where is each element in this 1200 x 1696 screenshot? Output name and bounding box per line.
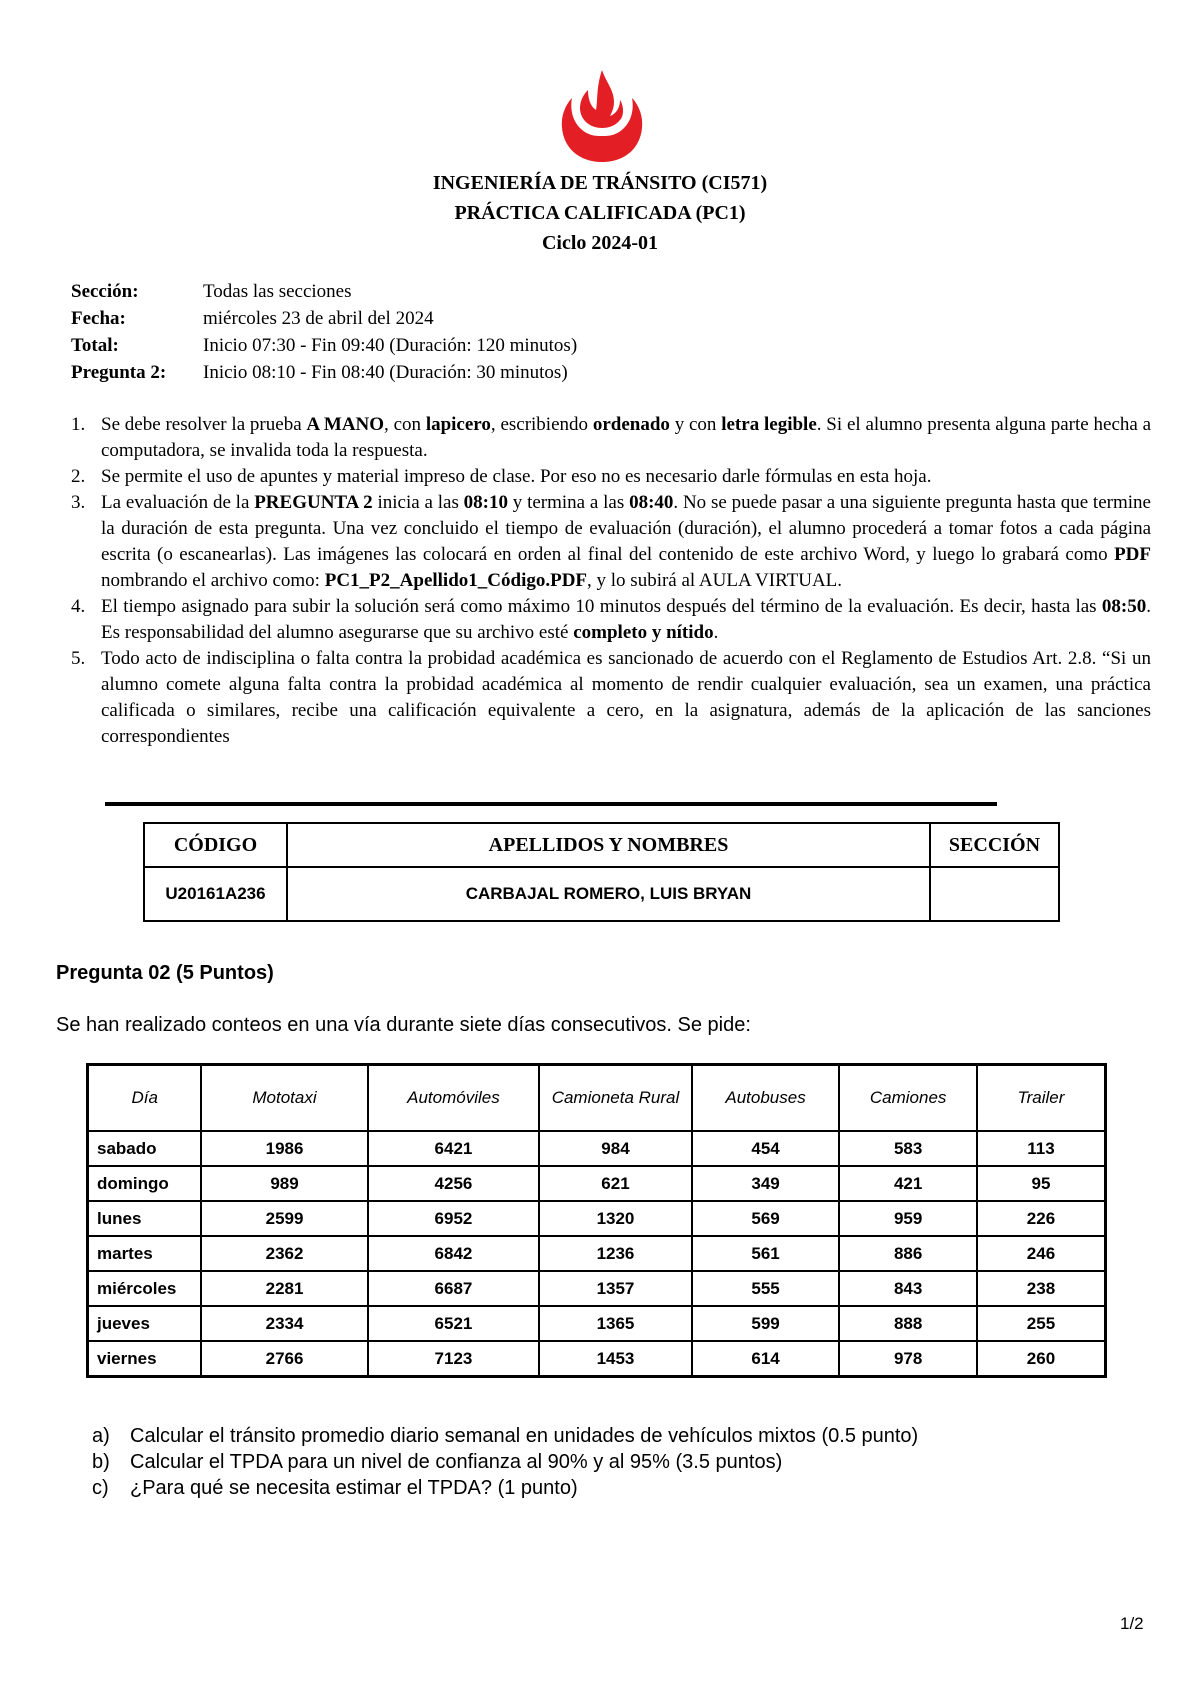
count-cell: 555 <box>692 1271 840 1306</box>
rule-text-run: inicia a las <box>372 492 464 513</box>
count-cell: 978 <box>839 1341 977 1377</box>
task-label: a) <box>92 1425 110 1447</box>
table-row <box>88 1131 1106 1166</box>
exam-rules-list <box>71 412 1151 750</box>
count-cell: 260 <box>977 1341 1106 1377</box>
rule-text <box>101 490 1151 594</box>
rule-text-run: . Es responsabilidad del alumno asegurarse que su archivo esté <box>101 596 1151 643</box>
count-cell: 226 <box>977 1201 1106 1236</box>
meta-value: Inicio 07:30 - Fin 09:40 (Duración: 120 minutos) <box>203 335 578 356</box>
count-cell: 6521 <box>368 1306 540 1341</box>
count-cell: 886 <box>839 1236 977 1271</box>
count-cell: 1365 <box>539 1306 692 1341</box>
count-cell: 95 <box>977 1166 1106 1201</box>
count-cell: 614 <box>692 1341 840 1377</box>
rule-text-run: nombrando el archivo como: <box>101 570 325 591</box>
count-cell: 599 <box>692 1306 840 1341</box>
rule-number: 1. <box>71 414 86 435</box>
count-cell: 349 <box>692 1166 840 1201</box>
rule-text <box>101 646 1151 750</box>
meta-key: Total: <box>71 335 119 356</box>
count-cell: 454 <box>692 1131 840 1166</box>
day-cell: lunes <box>88 1201 202 1236</box>
divider <box>105 802 997 806</box>
count-cell: 583 <box>839 1131 977 1166</box>
student-code-header: CÓDIGO <box>144 823 287 867</box>
count-cell: 984 <box>539 1131 692 1166</box>
task-item <box>92 1475 918 1501</box>
task-item <box>92 1423 918 1449</box>
column-header: Trailer <box>977 1065 1106 1132</box>
count-cell: 2334 <box>201 1306 367 1341</box>
count-cell: 6687 <box>368 1271 540 1306</box>
rule-text <box>101 412 1151 464</box>
rule-text-run: , y lo subirá al AULA VIRTUAL. <box>587 570 843 591</box>
rule-text <box>101 594 1151 646</box>
count-cell: 1357 <box>539 1271 692 1306</box>
meta-value: Inicio 08:10 - Fin 08:40 (Duración: 30 minutos) <box>203 362 568 383</box>
count-cell: 1320 <box>539 1201 692 1236</box>
count-cell: 2599 <box>201 1201 367 1236</box>
question-title: Pregunta 02 (5 Puntos) <box>56 962 274 984</box>
exam-meta <box>71 278 577 386</box>
rule-text-run: letra legible <box>721 414 817 435</box>
count-cell: 959 <box>839 1201 977 1236</box>
rule-text-run: y termina a las <box>507 492 630 513</box>
day-cell: sabado <box>88 1131 202 1166</box>
meta-key: Sección: <box>71 281 139 302</box>
meta-row <box>71 332 577 359</box>
count-cell: 2766 <box>201 1341 367 1377</box>
column-header: Camioneta Rural <box>539 1065 692 1132</box>
table-row <box>88 1271 1106 1306</box>
task-list <box>92 1423 918 1501</box>
rule-text-run: , escribiendo <box>490 414 593 435</box>
rule-text <box>101 464 1151 490</box>
rule-text-run: completo y nítido <box>573 622 714 643</box>
table-row <box>88 1236 1106 1271</box>
rule-text-run: PDF <box>1114 544 1151 565</box>
count-cell: 989 <box>201 1166 367 1201</box>
task-text: Calcular el tránsito promedio diario semanal en unidades de vehículos mixtos (0.5 punto) <box>130 1425 919 1447</box>
count-cell: 2281 <box>201 1271 367 1306</box>
rule-item <box>71 646 1151 750</box>
rule-text-run: . <box>713 622 719 643</box>
count-cell: 238 <box>977 1271 1106 1306</box>
flame-logo-icon <box>558 70 646 162</box>
rule-text-run: . No se puede pasar a una siguiente pregunta hasta que termine la duración de esta pregunta. Una vez concluido el tiempo de evaluación (duración), el alumno procederá a tomar fotos a cada página escrita (o escanearlas). Las imágenes las colocará en orden al final del contenido de este archivo Word, y luego lo grabará como <box>101 492 1151 565</box>
rule-number: 5. <box>71 648 86 669</box>
rule-item <box>71 490 1151 594</box>
page-number: 1/2 <box>1120 1614 1144 1633</box>
exam-title: PRÁCTICA CALIFICADA (PC1) <box>454 202 746 224</box>
rule-text-run: Se permite el uso de apuntes y material impreso de clase. Por eso no es necesario darle fórmulas en esta hoja. <box>101 466 932 487</box>
rule-text-run: 08:10 <box>463 492 508 513</box>
rule-text-run: El tiempo asignado para subir la solución será como máximo 10 minutos después del término de la evaluación. Es decir, hasta las <box>101 596 1102 617</box>
count-cell: 246 <box>977 1236 1106 1271</box>
count-cell: 1453 <box>539 1341 692 1377</box>
task-item <box>92 1449 918 1475</box>
day-cell: miércoles <box>88 1271 202 1306</box>
meta-value: miércoles 23 de abril del 2024 <box>203 308 434 329</box>
count-cell: 561 <box>692 1236 840 1271</box>
rule-text-run: Se debe resolver la prueba <box>101 414 307 435</box>
count-cell: 6421 <box>368 1131 540 1166</box>
rule-text-run: ordenado <box>592 414 670 435</box>
count-cell: 255 <box>977 1306 1106 1341</box>
rule-number: 4. <box>71 596 86 617</box>
count-cell: 4256 <box>368 1166 540 1201</box>
course-title: INGENIERÍA DE TRÁNSITO (CI571) <box>432 172 768 194</box>
count-cell: 6842 <box>368 1236 540 1271</box>
cycle-title: Ciclo 2024-01 <box>541 232 659 254</box>
question-intro: Se han realizado conteos en una vía durante siete días consecutivos. Se pide: <box>56 1014 751 1036</box>
column-header: Día <box>88 1065 202 1132</box>
student-section <box>930 867 1059 921</box>
meta-row <box>71 305 577 332</box>
count-cell: 7123 <box>368 1341 540 1377</box>
rule-text-run: y con <box>669 414 722 435</box>
student-info-table <box>143 822 1060 922</box>
exam-header <box>0 168 1200 258</box>
rule-item <box>71 412 1151 464</box>
day-cell: jueves <box>88 1306 202 1341</box>
count-cell: 1986 <box>201 1131 367 1166</box>
task-label: b) <box>92 1451 110 1473</box>
day-cell: martes <box>88 1236 202 1271</box>
rule-text-run: PREGUNTA 2 <box>254 492 373 513</box>
meta-row <box>71 359 577 386</box>
count-cell: 2362 <box>201 1236 367 1271</box>
rule-text-run: 08:50 <box>1101 596 1147 617</box>
rule-number: 3. <box>71 492 86 513</box>
count-cell: 888 <box>839 1306 977 1341</box>
day-cell: domingo <box>88 1166 202 1201</box>
task-text: Calcular el TPDA para un nivel de confianza al 90% y al 95% (3.5 puntos) <box>130 1451 783 1473</box>
student-name: CARBAJAL ROMERO, LUIS BRYAN <box>287 867 930 921</box>
rule-text-run: Todo acto de indisciplina o falta contra la probidad académica es sancionado de acuerdo con el Reglamento de Estudios Art. 2.8. “Si un alumno comete alguna falta contra la probidad académica al momento de rendir cualquier evaluación, sea un examen, una práctica calificada o similares, recibe una calificación equivalente a cero, en la asignatura, además de la aplicación de las sanciones correspondientes <box>101 648 1151 747</box>
rule-text-run: , con <box>384 414 426 435</box>
count-cell: 113 <box>977 1131 1106 1166</box>
rule-text-run: PC1_P2_Apellido1_Código.PDF <box>324 570 588 591</box>
traffic-counts-table <box>86 1063 1107 1378</box>
count-cell: 6952 <box>368 1201 540 1236</box>
rule-item <box>71 594 1151 646</box>
rule-text-run: . Si el alumno presenta alguna parte hecha a computadora, se invalida toda la respuesta. <box>101 414 1152 461</box>
meta-row <box>71 278 577 305</box>
column-header: Mototaxi <box>201 1065 367 1132</box>
task-label: c) <box>92 1477 109 1499</box>
count-cell: 621 <box>539 1166 692 1201</box>
student-code: U20161A236 <box>144 867 287 921</box>
rule-text-run: La evaluación de la <box>101 492 255 513</box>
meta-key: Pregunta 2: <box>71 362 167 383</box>
count-cell: 1236 <box>539 1236 692 1271</box>
rule-text-run: 08:40 <box>629 492 674 513</box>
rule-number: 2. <box>71 466 86 487</box>
student-section-header: SECCIÓN <box>930 823 1059 867</box>
task-text: ¿Para qué se necesita estimar el TPDA? (1 punto) <box>130 1477 578 1499</box>
table-row <box>88 1166 1106 1201</box>
column-header: Camiones <box>839 1065 977 1132</box>
count-cell: 569 <box>692 1201 840 1236</box>
student-name-header: APELLIDOS Y NOMBRES <box>287 823 930 867</box>
column-header: Autobuses <box>692 1065 840 1132</box>
table-row <box>88 1306 1106 1341</box>
table-row <box>88 1341 1106 1377</box>
rule-text-run: lapicero <box>425 414 491 435</box>
rule-item <box>71 464 1151 490</box>
count-cell: 421 <box>839 1166 977 1201</box>
column-header: Automóviles <box>368 1065 540 1132</box>
table-row <box>88 1201 1106 1236</box>
count-cell: 843 <box>839 1271 977 1306</box>
day-cell: viernes <box>88 1341 202 1377</box>
meta-value: Todas las secciones <box>203 281 352 302</box>
meta-key: Fecha: <box>71 308 126 329</box>
rule-text-run: A MANO <box>306 414 385 435</box>
